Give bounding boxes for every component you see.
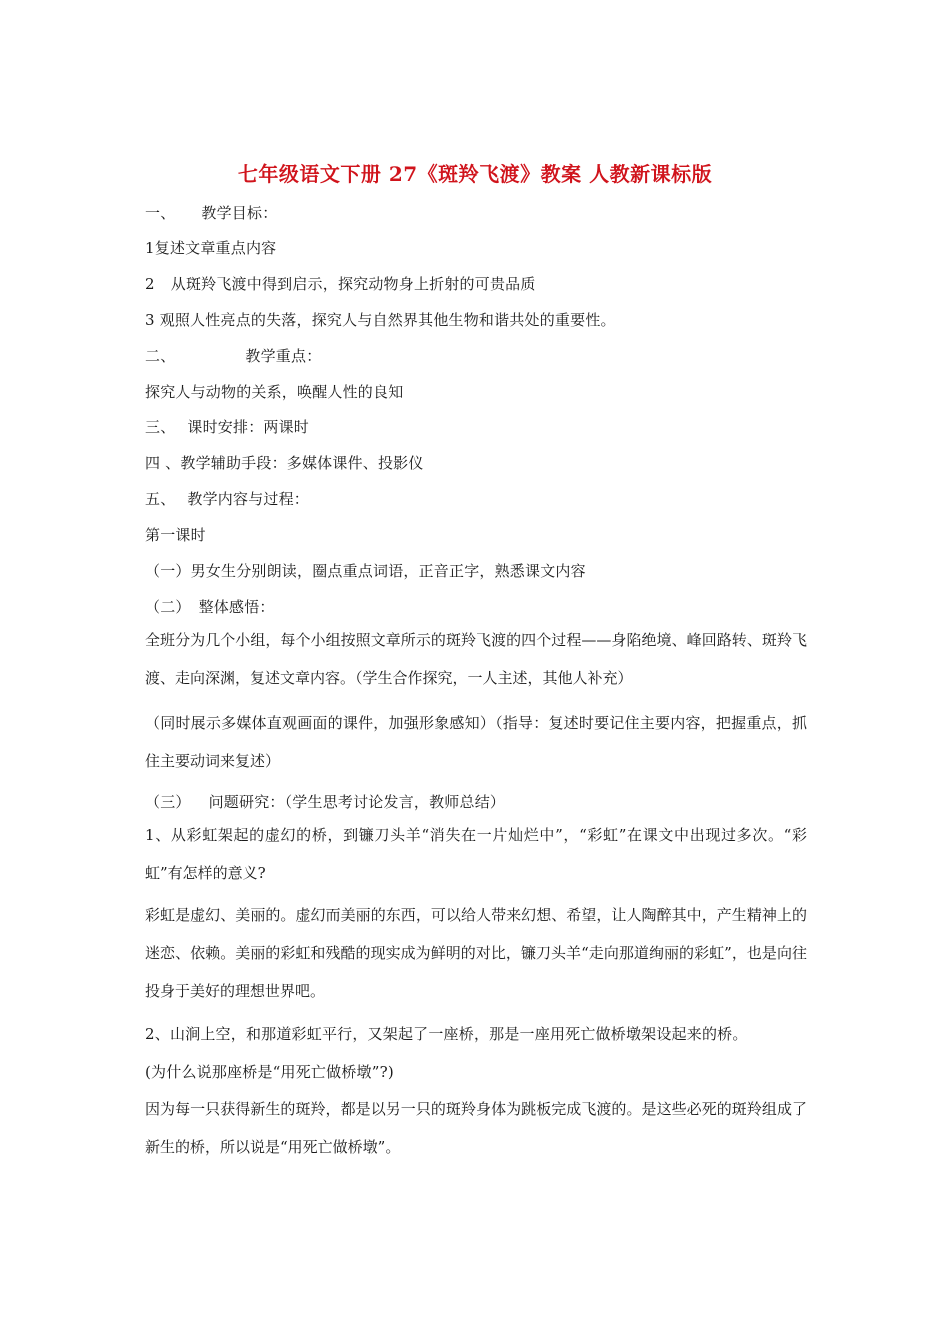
step-2-paragraph-2: （同时展示多媒体直观画面的课件，加强形象感知）（指导：复述时要记住主要内容，把握重点，抓住主要动词来复述） [145,714,807,770]
section-process [145,488,810,509]
section-number: 二、 [145,347,176,365]
section-heading: 教学重点： [245,347,322,365]
goal-item-1: 1复述文章重点内容 [145,239,277,257]
goal-item-2 [145,273,810,294]
document-title: 七年级语文下册 27《斑羚飞渡》教案 人教新课标版 [237,162,713,186]
section-teaching-goals [145,202,810,223]
step-heading: 问题研究：（学生思考讨论发言，教师总结） [208,793,506,811]
section-number: 五、 [145,490,176,508]
goal-item-3: 3 观照人性亮点的失落，探究人与自然界其他生物和谐共处的重要性。 [145,311,616,329]
section-heading: 教学目标： [201,204,278,222]
section-heading: 课时安排：两课时 [187,418,310,436]
section-heading: 教学内容与过程： [187,490,310,508]
goal-text: 从斑羚飞渡中得到启示，探究动物身上折射的可贵品质 [170,275,536,293]
step-2-heading [145,596,810,617]
section-teaching-aids: 四 、教学辅助手段：多媒体课件、投影仪 [145,454,424,472]
section-number: 三、 [145,418,176,436]
step-number: （三） [145,793,191,811]
question-1: 1、从彩虹架起的虚幻的桥，到镰刀头羊“消失在一片灿烂中”，“彩虹”在课文中出现过多次。“彩虹”有怎样的意义? [145,826,807,882]
step-2-paragraph-1: 全班分为几个小组，每个小组按照文章所示的斑羚飞渡的四个过程——身陷绝境、峰回路转、斑羚飞渡、走向深渊，复述文章内容。（学生合作探究，一人主述，其他人补充） [145,631,807,687]
question-2: 2、山涧上空，和那道彩虹平行，又架起了一座桥，那是一座用死亡做桥墩架设起来的桥。 [145,1025,748,1043]
step-3-heading [145,791,810,812]
lesson-heading: 第一课时 [145,526,206,544]
goal-number: 2 [145,275,155,293]
question-2-sub: (为什么说那座桥是“用死亡做桥墩”?) [145,1063,394,1081]
section-key-point [145,345,810,366]
key-point-text: 探究人与动物的关系，唤醒人性的良知 [145,383,404,401]
step-1: （一）男女生分别朗读，圈点重点词语，正音正字，熟悉课文内容 [145,562,586,580]
section-number: 一、 [145,204,176,222]
answer-1: 彩虹是虚幻、美丽的。虚幻而美丽的东西，可以给人带来幻想、希望，让人陶醉其中，产生精神上的迷恋、依赖。美丽的彩虹和残酷的现实成为鲜明的对比，镰刀头羊“走向那道绚丽的彩虹”，也是向往投身于美好的理想世界吧。 [145,906,807,1000]
section-schedule [145,416,810,437]
step-heading: 整体感悟： [198,598,275,616]
step-number: （二） [145,598,191,616]
answer-2: 因为每一只获得新生的斑羚，都是以另一只的斑羚身体为跳板完成飞渡的。是这些必死的斑羚组成了新生的桥，所以说是“用死亡做桥墩”。 [145,1100,807,1156]
